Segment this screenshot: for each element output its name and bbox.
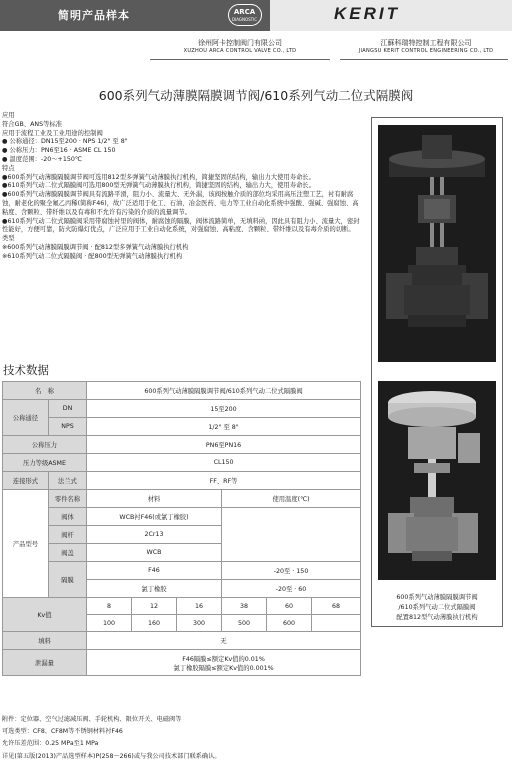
header-right (270, 0, 512, 31)
note-line: 允许压差范围：0.25 MPa至1 MPa (2, 740, 99, 748)
part-header: 零件名称 (49, 490, 87, 508)
kv-cell: 160 (132, 615, 177, 632)
note-line: 可选类型：CF8、CF8M等不锈钢材料衬F46 (2, 728, 123, 736)
table-row (3, 382, 361, 400)
photo-caption (372, 593, 502, 623)
diaphragm-label: 隔膜 (49, 562, 87, 598)
kv-cell: 68 (312, 598, 361, 615)
dn-label: DN (49, 400, 87, 418)
intro-line: ●600系列气动薄膜隔膜调节阀可选用812型多弹簧气动薄膜执行机构，简捷坚固的结构，输出力大使用寿命长。 (2, 173, 315, 181)
table-row (3, 598, 361, 615)
body-label: 阀体 (49, 508, 87, 526)
page-title: 600系列气动薄膜隔膜调节阀/610系列气动二位式隔膜阀 (98, 88, 414, 103)
header-bar (0, 0, 512, 31)
nps-value: 1/2" 至 8" (87, 418, 361, 436)
table-row (3, 508, 361, 526)
filler-value: 无 (87, 632, 361, 650)
kv-cell: 500 (222, 615, 267, 632)
note-line: 附件：定位器、空气过滤减压阀、手轮机构、限位开关、电磁阀等 (2, 716, 182, 723)
name-label: 名 称 (3, 382, 87, 400)
pn-value: PN6至PN16 (87, 436, 361, 454)
dn-value: 15至200 (87, 400, 361, 418)
intro-line: 特点 (2, 164, 15, 172)
diaphragm-temp: -20至 · 60 (222, 580, 361, 598)
note-line: 详见(第五版(2013)产品选型样本)P(258～266)或与我公司技术部门联系确认。 (2, 752, 221, 760)
company-right (340, 38, 512, 54)
valve-illustration (378, 381, 496, 580)
kv-cell: 8 (87, 598, 132, 615)
temp-header: 使用温度(℃) (222, 490, 361, 508)
intro-line: ● 温度范围：-20～+150℃ (2, 155, 82, 163)
diaphragm-material: F46 (87, 562, 222, 580)
kv-cell: 60 (267, 598, 312, 615)
notes (2, 714, 502, 763)
spec-table (2, 381, 361, 676)
intro-line: ●600系列气动薄膜隔膜调节阀具有流路平滑，阻力小、流量大、无外漏，该阀按触介质的部位均采用高压注塑工艺，衬有耐腐蚀，耐老化的聚全氟乙丙稀(简称F46)，故广泛适用于化工、石油、冶金医药、电力等工业自动化系统中强酸、强碱、强腐蚀、高粘度、含颗粒、带纤维以及有毒和不允许有污染的介质的流量调节。 (2, 191, 359, 216)
intro-line: 应用 (2, 112, 15, 119)
kv-cell: 100 (87, 615, 132, 632)
table-row (3, 650, 361, 676)
nps-label: NPS (49, 418, 87, 436)
name-value: 600系列气动薄膜隔膜调节阀/610系列气动二位式隔膜阀 (87, 382, 361, 400)
intro-text (2, 112, 360, 262)
kv-label: Kv值 (3, 598, 87, 632)
table-row (3, 418, 361, 436)
kv-cell: 12 (132, 598, 177, 615)
table-row (3, 632, 361, 650)
kv-cell: 38 (222, 598, 267, 615)
kv-cell: 300 (177, 615, 222, 632)
filler-label: 填料 (3, 632, 87, 650)
asme-label: 压力等级ASME (3, 454, 87, 472)
asme-value: CL150 (87, 454, 361, 472)
kv-cell: 600 (267, 615, 312, 632)
arca-logo: ARCA DIAGNOSTIC (228, 4, 262, 26)
divider (150, 59, 330, 60)
intro-line: ※610系列气动二位式隔膜阀 · 配800型无弹簧气动薄膜执行机构 (2, 252, 183, 260)
intro-line: ● 公称压力：PN6至16 · ASME CL 150 (2, 147, 116, 155)
stem-material: 2Cr13 (87, 526, 222, 544)
product-photo-actuator-valve (378, 381, 496, 580)
diaphragm-material: 氯丁橡胶 (87, 580, 222, 598)
bonnet-label: 阀盖 (49, 544, 87, 562)
header-left (0, 0, 270, 31)
caption-line: /610系列气动二位式隔膜阀 (398, 604, 476, 611)
intro-line: ●610系列气动二位式隔膜阀可选用800型无弹簧气动薄膜执行机构，简捷坚固的结构，输出力大，使用寿命长。 (2, 182, 315, 190)
table-row (3, 400, 361, 418)
table-row (3, 472, 361, 490)
leakage-line: F46隔膜≤额定Kv值的0.01% (182, 655, 265, 663)
company-left-cn: 徐州阿卡控制阀门有限公司 (198, 39, 282, 47)
bonnet-material: WCB (87, 544, 222, 562)
table-row (3, 454, 361, 472)
valve-illustration (378, 125, 496, 362)
intro-line: 类型 (2, 235, 15, 243)
product-photo-diaphragm-valve (378, 125, 496, 362)
caption-line: 600系列气动薄膜隔膜调节阀 (396, 594, 478, 601)
intro-line: ● 公称通径：DN15至200 · NPS 1/2" 至 8" (2, 138, 128, 146)
flange-value: FF、RF等 (87, 472, 361, 490)
divider (340, 59, 508, 60)
kerit-logo: KERIT (334, 4, 400, 23)
leakage-line: 氯丁橡胶隔膜≤额定Kv值的0.001% (173, 664, 274, 672)
leakage-label: 泄漏量 (3, 650, 87, 676)
kv-cell: 16 (177, 598, 222, 615)
conn-label: 连接形式 (3, 472, 49, 490)
pn-label: 公称压力 (3, 436, 87, 454)
caption-line: 配置812型气动薄膜执行机构 (396, 614, 478, 621)
company-left (150, 38, 330, 54)
intro-line: ●610系列气动二位式隔膜阀采用带腐蚀衬里的阀体，耐腐蚀的隔膜，阀体流路简单，无填料函，因此具有阻力小、流量大，密封性能好，方便可靠，防火防爆灯优点，广泛应用于工业自动化系统，对强腐蚀、高粘度、含颗粒、带纤维以及有毒介质的切断。 (2, 217, 360, 234)
header-title: 简明产品样本 (58, 9, 130, 22)
flange-label: 法兰式 (49, 472, 87, 490)
company-left-en: XUZHOU ARCA CONTROL VALVE CO., LTD (183, 48, 297, 54)
material-header: 材料 (87, 490, 222, 508)
intro-line: 应用于流程工业及工业用途的控制阀 (2, 129, 103, 137)
table-row (3, 436, 361, 454)
intro-line: 符合GB、ANS等标准 (2, 120, 62, 128)
body-material: WCB衬F46(或氯丁橡胶) (87, 508, 222, 526)
kv-cell (312, 615, 361, 632)
company-right-en: JIANGSU KERIT CONTROL ENGINEERING CO., LTD (358, 48, 494, 54)
tech-data-title: 技术数据 (3, 363, 49, 377)
temp-blank (222, 508, 361, 562)
diaphragm-temp: -20至 · 150 (222, 562, 361, 580)
parts-group-label: 产品型号 (3, 490, 49, 598)
stem-label: 阀杆 (49, 526, 87, 544)
leakage-value (87, 650, 361, 676)
intro-line: ※600系列气动薄膜隔膜调节阀 · 配812型多弹簧气动薄膜执行机构 (2, 243, 189, 251)
company-right-cn: 江蘇科瑞特控制工程有限公司 (380, 39, 472, 47)
table-row (3, 562, 361, 580)
dn-group-label: 公称通径 (3, 400, 49, 436)
table-row (3, 490, 361, 508)
